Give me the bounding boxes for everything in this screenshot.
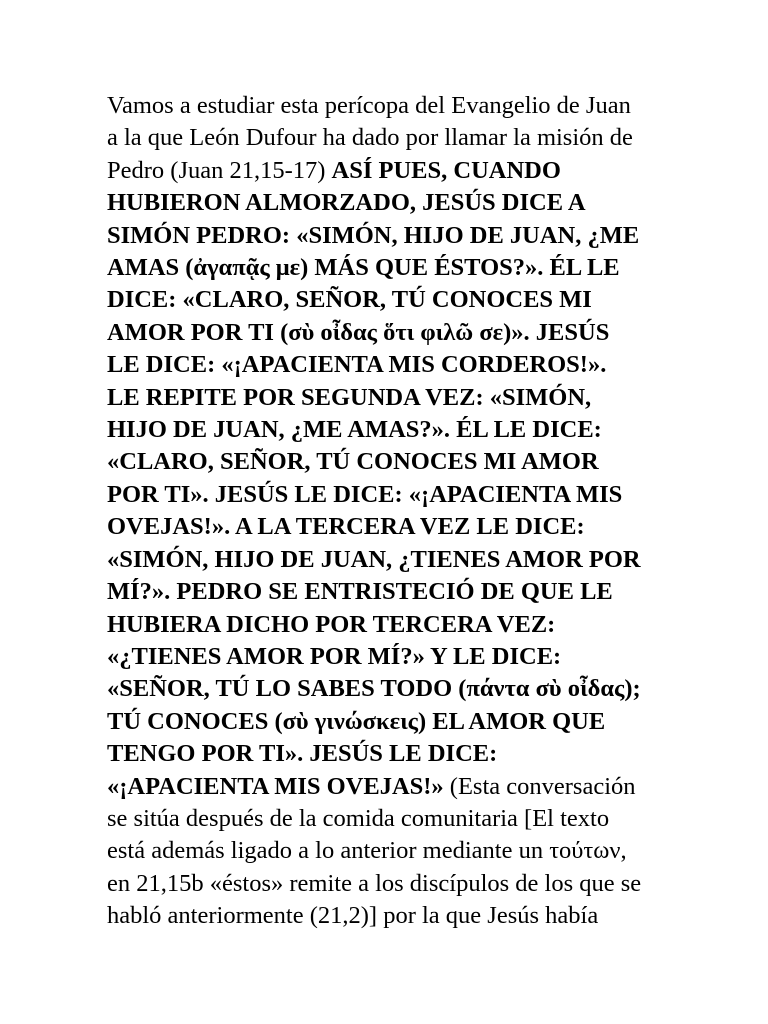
text-segment: se sitúa después de la comida comunitaria [El texto — [107, 804, 610, 832]
text-line — [107, 835, 663, 867]
text-line — [107, 122, 663, 154]
text-line — [107, 576, 663, 608]
text-segment: habló anteriormente (21,2)] por la que Jesús había — [107, 902, 599, 930]
bold-text-segment: HUBIERON ALMORZADO, JESÚS DICE A — [107, 189, 586, 217]
bold-text-segment: «¿TIENES AMOR POR MÍ?» Y LE DICE: — [107, 642, 562, 670]
text-line — [107, 349, 663, 381]
bold-text-segment: «SIMÓN, HIJO DE JUAN, ¿TIENES AMOR POR — [107, 545, 641, 573]
text-line — [107, 446, 663, 478]
bold-text-segment: «SEÑOR, TÚ LO SABES TODO (πάντα σὺ οἶδας); — [107, 675, 641, 703]
bold-text-segment: DICE: «CLARO, SEÑOR, TÚ CONOCES MI — [107, 286, 592, 314]
bold-text-segment: LE DICE: «¡APACIENTA MIS CORDEROS!». — [107, 351, 607, 379]
text-line — [107, 414, 663, 446]
bold-text-segment: AMAS (ἀγαπᾷς με) MÁS QUE ÉSTOS?». ÉL LE — [107, 254, 620, 282]
text-line — [107, 252, 663, 284]
text-line — [107, 317, 663, 349]
bold-text-segment: HIJO DE JUAN, ¿ME AMAS?». ÉL LE DICE: — [107, 416, 602, 444]
text-line — [107, 803, 663, 835]
bold-text-segment: ASÍ PUES, CUANDO — [331, 156, 561, 184]
bold-text-segment: «¡APACIENTA MIS OVEJAS!» — [107, 772, 450, 800]
text-line — [107, 609, 663, 641]
text-segment: Pedro (Juan 21,15-17) — [107, 156, 332, 184]
text-line — [107, 641, 663, 673]
bold-text-segment: SIMÓN PEDRO: «SIMÓN, HIJO DE JUAN, ¿ME — [107, 221, 640, 249]
text-line — [107, 90, 663, 122]
text-line — [107, 511, 663, 543]
text-line — [107, 382, 663, 414]
bold-text-segment: HUBIERA DICHO POR TERCERA VEZ: — [107, 610, 556, 638]
text-line — [107, 706, 663, 738]
document-page — [107, 90, 663, 933]
text-segment: en 21,15b «éstos» remite a los discípulos de los que se — [107, 869, 642, 897]
bold-text-segment: POR TI». JESÚS LE DICE: «¡APACIENTA MIS — [107, 480, 623, 508]
bold-text-segment: OVEJAS!». A LA TERCERA VEZ LE DICE: — [107, 513, 585, 541]
text-line — [107, 900, 663, 932]
text-line — [107, 155, 663, 187]
bold-text-segment: MÍ?». PEDRO SE ENTRISTECIÓ DE QUE LE — [107, 578, 613, 606]
bold-text-segment: TENGO POR TI». JESÚS LE DICE: — [107, 740, 498, 768]
text-segment: está además ligado a lo anterior mediante un τούτων, — [107, 837, 627, 865]
text-line — [107, 284, 663, 316]
text-line — [107, 738, 663, 770]
text-line — [107, 868, 663, 900]
text-line — [107, 544, 663, 576]
text-line — [107, 220, 663, 252]
text-segment: (Esta conversación — [449, 772, 636, 800]
text-segment: Vamos a estudiar esta perícopa del Evangelio de Juan — [107, 92, 631, 119]
text-line — [107, 479, 663, 511]
text-segment: a la que León Dufour ha dado por llamar la misión de — [107, 124, 633, 152]
text-line — [107, 673, 663, 705]
bold-text-segment: TÚ CONOCES (σὺ γινώσκεις) EL AMOR QUE — [107, 707, 606, 735]
text-line — [107, 187, 663, 219]
text-line — [107, 771, 663, 803]
bold-text-segment: LE REPITE POR SEGUNDA VEZ: «SIMÓN, — [107, 383, 592, 411]
bold-text-segment: AMOR POR TI (σὺ οἶδας ὅτι φιλῶ σε)». JESÚS — [107, 318, 610, 346]
bold-text-segment: «CLARO, SEÑOR, TÚ CONOCES MI AMOR — [107, 448, 599, 476]
